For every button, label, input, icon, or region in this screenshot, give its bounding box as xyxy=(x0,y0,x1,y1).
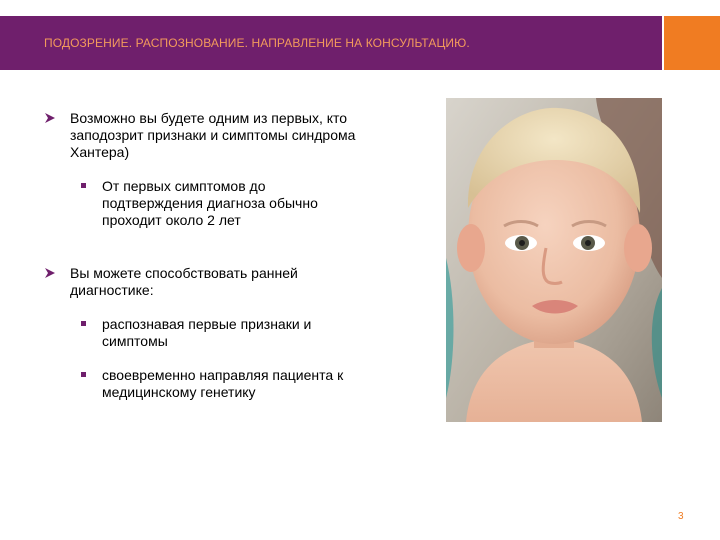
child-portrait-image xyxy=(446,98,662,422)
page-number: 3 xyxy=(678,511,684,522)
bullet-text: Вы можете способствовать ранней диагностике: xyxy=(70,265,298,298)
slide-title: ПОДОЗРЕНИЕ. РАСПОЗНОВАНИЕ. НАПРАВЛЕНИЕ НА КОНСУЛЬТАЦИЮ. xyxy=(44,36,470,50)
arrowhead-bullet-icon xyxy=(45,268,55,278)
square-bullet-icon xyxy=(81,321,86,326)
child-photo xyxy=(446,98,662,422)
sub-bullet-item xyxy=(76,367,364,401)
square-bullet-icon xyxy=(81,372,86,377)
sub-bullet-text: От первых симптомов до подтверждения диагноза обычно проходит около 2 лет xyxy=(102,178,318,228)
square-bullet-icon xyxy=(81,183,86,188)
bullet-list xyxy=(44,110,364,401)
header-bar xyxy=(0,16,662,70)
bullet-item xyxy=(44,110,364,161)
sub-bullet-text: распознавая первые признаки и симптомы xyxy=(102,316,312,349)
sub-bullet-item xyxy=(76,178,364,229)
arrowhead-bullet-icon xyxy=(45,113,55,123)
bullet-item xyxy=(44,265,364,299)
header-accent-block xyxy=(664,16,720,70)
bullet-text: Возможно вы будете одним из первых, кто заподозрит признаки и симптомы синдрома Хантера) xyxy=(70,110,356,160)
sub-bullet-item xyxy=(76,316,364,350)
sub-bullet-text: своевременно направляя пациента к медицинскому генетику xyxy=(102,367,344,400)
